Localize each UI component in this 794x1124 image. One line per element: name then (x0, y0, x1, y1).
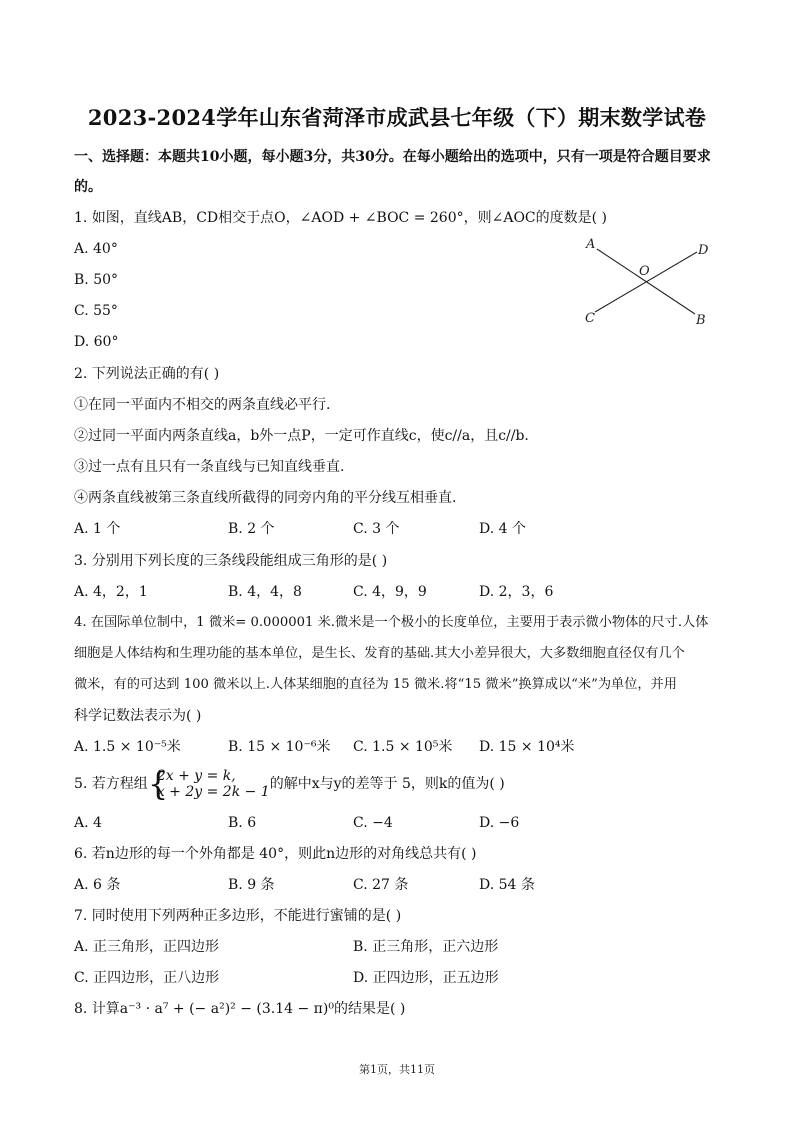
question-2-option-d: D. 4 个 (479, 521, 526, 537)
question-6-option-b: B. 9 条 (228, 877, 275, 893)
question-4-line-2: 细胞是人体结构和生理功能的基本单位，是生长、发育的基础.其大小差异很大，大多数细胞直径仅有几个 (74, 646, 685, 661)
question-2-item-2: ②过同一平面内两条直线a，b外一点P，一定可作直线c，使c//a，且c//b. (74, 428, 529, 444)
question-6-stem: 6. 若n边形的每一个外角都是 40°，则此n边形的对角线总共有( ) (74, 846, 477, 862)
question-1-option-d: D. 60° (74, 334, 119, 350)
question-7-option-a: A. 正三角形，正四边形 (74, 939, 220, 955)
question-7-option-d: D. 正四边形，正五边形 (353, 970, 499, 986)
equation-1: 2x + y = k, (156, 768, 236, 784)
question-2-option-b: B. 2 个 (228, 521, 275, 537)
question-4-line-3: 微米，有的可达到 100 微米以上.人体某细胞的直径为 15 微米.将“15 微米”换算成以“米”为单位，并用 (74, 677, 677, 692)
page-title: 2023-2024学年山东省菏泽市成武县七年级（下）期末数学试卷 (87, 105, 707, 130)
page-footer: 第1页，共11页 (359, 1063, 435, 1076)
question-2-option-a: A. 1 个 (74, 521, 121, 537)
question-1-option-b: B. 50° (74, 272, 119, 288)
question-2-option-c: C. 3 个 (353, 521, 400, 537)
question-5-option-b: B. 6 (228, 815, 257, 831)
question-3-option-b: B. 4，4，8 (228, 584, 302, 600)
question-4-option-a: A. 1.5 × 10⁻⁵米 (74, 739, 181, 755)
section-heading-line2: 的。 (74, 179, 102, 195)
question-2-item-1: ①在同一平面内不相交的两条直线必平行. (74, 397, 331, 413)
figure-label-o: O (639, 264, 650, 279)
equation-system (147, 765, 270, 803)
question-3-option-d: D. 2，3，6 (479, 584, 554, 600)
line-cd (595, 252, 697, 312)
question-1-option-c: C. 55° (74, 303, 118, 319)
question-4-option-c: C. 1.5 × 10⁵米 (353, 739, 453, 755)
question-4-option-d: D. 15 × 10⁴米 (479, 739, 575, 755)
question-2-item-3: ③过一点有且只有一条直线与已知直线垂直. (74, 459, 345, 475)
question-5-option-c: C. −4 (353, 815, 393, 831)
question-6-option-d: D. 54 条 (479, 877, 535, 893)
question-7-stem: 7. 同时使用下列两种正多边形，不能进行蜜铺的是( ) (74, 908, 402, 924)
question-5-prefix: 5. 若方程组 (74, 776, 148, 792)
question-3-option-a: A. 4，2，1 (74, 584, 148, 600)
question-1-option-a: A. 40° (74, 241, 118, 257)
question-1-stem: 1. 如图，直线AB，CD相交于点O，∠AOD + ∠BOC = 260°，则∠AOC的度数是( ) (74, 210, 608, 226)
question-8-stem: 8. 计算a⁻³ · a⁷ + (− a²)² − (3.14 − π)⁰的结果是( ) (74, 1001, 406, 1017)
question-6-option-a: A. 6 条 (74, 877, 121, 893)
question-4-option-b: B. 15 × 10⁻⁶米 (228, 739, 331, 755)
figure-label-c: C (585, 311, 595, 326)
section-heading-line1: 一、选择题：本题共10小题，每小题3分，共30分。在每小题给出的选项中，只有一项是符合题目要求 (74, 149, 711, 165)
equation-2: x + 2y = 2k − 1 (156, 784, 270, 800)
figure-label-b: B (696, 313, 706, 327)
question-6-option-c: C. 27 条 (353, 877, 409, 893)
question-5-option-d: D. −6 (479, 815, 520, 831)
question-5-stem (74, 766, 505, 802)
question-7-option-b: B. 正三角形，正六边形 (353, 939, 499, 955)
question-4-line-4: 科学记数法表示为( ) (74, 708, 202, 724)
question-2-item-4: ④两条直线被第三条直线所截得的同旁内角的平分线互相垂直. (74, 490, 457, 506)
question-3-option-c: C. 4，9，9 (353, 584, 427, 600)
question-3-stem: 3. 分别用下列长度的三条线段能组成三角形的是( ) (74, 553, 388, 569)
question-5-suffix: 的解中x与y的差等于 5，则k的值为( ) (269, 776, 505, 792)
question-7-option-c: C. 正四边形，正八边形 (74, 970, 220, 986)
figure-label-d: D (698, 243, 709, 258)
figure-label-a: A (586, 237, 596, 252)
question-4-line-1: 4. 在国际单位制中，1 微米= 0.000001 米.微米是一个极小的长度单位，主要用于表示微小物体的尺寸.人体 (74, 615, 709, 630)
intersecting-lines-figure (580, 232, 715, 327)
question-2-stem: 2. 下列说法正确的有( ) (74, 366, 220, 382)
left-brace: { (147, 765, 169, 803)
question-5-option-a: A. 4 (74, 815, 102, 831)
